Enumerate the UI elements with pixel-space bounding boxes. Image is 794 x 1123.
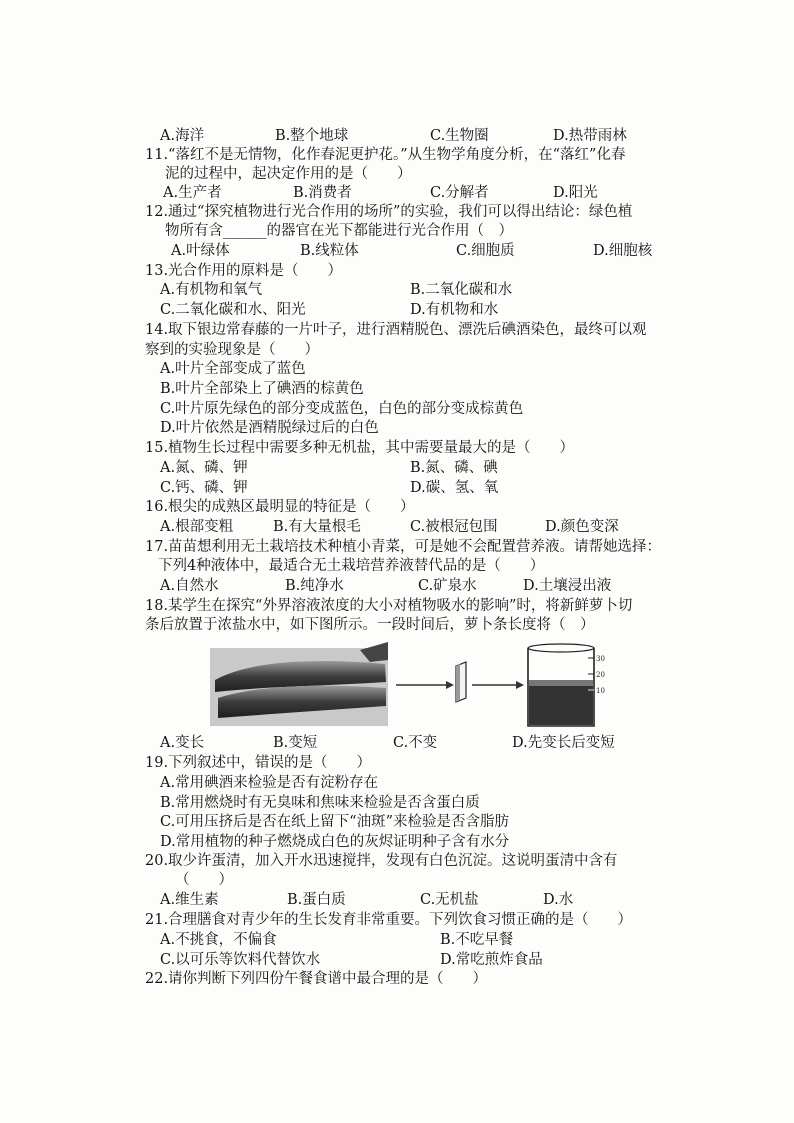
- answer-option: A.叶绿体: [171, 243, 230, 259]
- answer-option: A.根部变粗: [160, 519, 234, 535]
- beaker-scale-30: 30: [596, 655, 605, 663]
- answer-option: C.分解者: [430, 185, 489, 201]
- answer-option: A.氮、磷、钾: [160, 460, 248, 476]
- answer-option: D.细胞核: [593, 243, 653, 259]
- answer-option: C.以可乐等饮料代替饮水: [160, 952, 321, 968]
- answer-option: D.水: [543, 892, 574, 908]
- question-line: 18.某学生在探究“外界溶液浓度的大小对植物吸水的影响”时，将新鲜萝卜切: [145, 598, 633, 614]
- answer-option: D.常用植物的种子燃烧成白色的灰烬证明种子含有水分: [160, 834, 510, 850]
- question-line: 16.根尖的成熟区最明显的特征是（ ）: [145, 499, 415, 515]
- answer-option: B.常用燃烧时有无臭味和焦味来检验是否含蛋白质: [160, 795, 480, 811]
- answer-option: A.海洋: [160, 128, 205, 144]
- question-line: 12.通过“探究植物进行光合作用的场所”的实验，我们可以得出结论：绿色植: [145, 204, 633, 220]
- answer-option: A.生产者: [163, 185, 222, 201]
- answer-option: D.有机物和水: [410, 302, 499, 318]
- answer-option: C.被根冠包围: [410, 519, 498, 535]
- question-line: 13.光合作用的原料是（ ）: [145, 263, 343, 279]
- question-line: 21.合理膳食对青少年的生长发育非常重要。下列饮食习惯正确的是（ ）: [145, 912, 633, 928]
- answer-option: B.变短: [273, 735, 318, 751]
- answer-option: B.消费者: [293, 185, 352, 201]
- answer-option: D.土壤浸出液: [523, 578, 612, 594]
- question-line: 条后放置于浓盐水中，如下图所示。一段时间后，萝卜条长度将（ ）: [145, 617, 595, 633]
- answer-option: C.矿泉水: [418, 578, 477, 594]
- answer-option: B.有大量根毛: [273, 519, 361, 535]
- answer-option: A.变长: [160, 735, 205, 751]
- answer-option: C.无机盐: [420, 892, 479, 908]
- radish-experiment-figure: [210, 640, 610, 730]
- answer-option: A.自然水: [160, 578, 219, 594]
- answer-option: D.叶片依然是酒精脱绿过后的白色: [160, 420, 379, 436]
- answer-option: B.蛋白质: [287, 892, 346, 908]
- radish-strip: [456, 662, 466, 702]
- answer-option: A.有机物和氧气: [160, 282, 263, 298]
- answer-option: B.二氧化碳和水: [410, 282, 513, 298]
- answer-option: C.二氧化碳和水、阳光: [160, 302, 306, 318]
- answer-option: D.阳光: [553, 185, 598, 201]
- answer-option: A.常用碘酒来检验是否有淀粉存在: [160, 775, 379, 791]
- answer-option: C.生物圈: [430, 128, 489, 144]
- answer-option: A.叶片全部变成了蓝色: [160, 361, 306, 377]
- answer-option: A.维生素: [160, 892, 219, 908]
- question-line: 17.苗苗想利用无土栽培技术种植小青菜，可是她不会配置营养液。请帮她选择：: [145, 539, 662, 555]
- answer-option: D.常吃煎炸食品: [440, 952, 543, 968]
- question-line: 11.“落红不是无情物，化作春泥更护花。”从生物学角度分析，在“落红”化春: [145, 147, 626, 163]
- beaker-scale-10: 10: [596, 687, 605, 695]
- beaker-icon: [528, 644, 605, 726]
- question-line: 下列4种液体中，最适合无土栽培营养液替代品的是（ ）: [158, 558, 545, 574]
- question-line: 19.下列叙述中，错误的是（ ）: [145, 755, 372, 771]
- answer-option: B.不吃早餐: [440, 932, 514, 948]
- question-line: 察到的实验现象是（ ）: [145, 342, 319, 358]
- answer-option: B.线粒体: [300, 243, 359, 259]
- answer-option: B.叶片全部染上了碘酒的棕黄色: [160, 381, 364, 397]
- answer-option: D.颜色变深: [545, 519, 619, 535]
- answer-option: D.热带雨林: [553, 128, 627, 144]
- question-line: （ ）: [175, 872, 233, 888]
- beaker-scale-20: 20: [596, 671, 605, 679]
- answer-option: B.纯净水: [285, 578, 344, 594]
- arrow-icon: [472, 681, 524, 689]
- answer-option: D.先变长后变短: [512, 735, 615, 751]
- answer-option: B.整个地球: [275, 128, 349, 144]
- answer-option: C.钙、磷、钾: [160, 480, 248, 496]
- answer-option: C.不变: [393, 735, 438, 751]
- question-line: 泥的过程中，起决定作用的是（ ）: [165, 166, 412, 182]
- question-line: 20.取少许蛋清，加入开水迅速搅拌，发现有白色沉淀。这说明蛋清中含有: [145, 853, 618, 869]
- question-line: 14.取下银边常春藤的一片叶子，进行酒精脱色、漂洗后碘酒染色，最终可以观: [145, 322, 647, 338]
- answer-option: D.碳、氢、氧: [410, 480, 499, 496]
- answer-option: C.可用压挤后是否在纸上留下“油斑”来检验是否含脂肪: [160, 814, 510, 830]
- answer-option: C.细胞质: [456, 243, 515, 259]
- question-line: 22.请你判断下列四份午餐食谱中最合理的是（ ）: [145, 971, 488, 987]
- question-line: 物所有含______的器官在光下都能进行光合作用（ ）: [165, 223, 513, 239]
- radish-photo: [210, 642, 388, 726]
- arrow-icon: [396, 681, 454, 689]
- answer-option: C.叶片原先绿色的部分变成蓝色，白色的部分变成棕黄色: [160, 401, 524, 417]
- answer-option: A.不挑食，不偏食: [160, 932, 277, 948]
- question-line: 15.植物生长过程中需要多种无机盐，其中需要量最大的是（ ）: [145, 440, 575, 456]
- answer-option: B.氮、磷、碘: [410, 460, 498, 476]
